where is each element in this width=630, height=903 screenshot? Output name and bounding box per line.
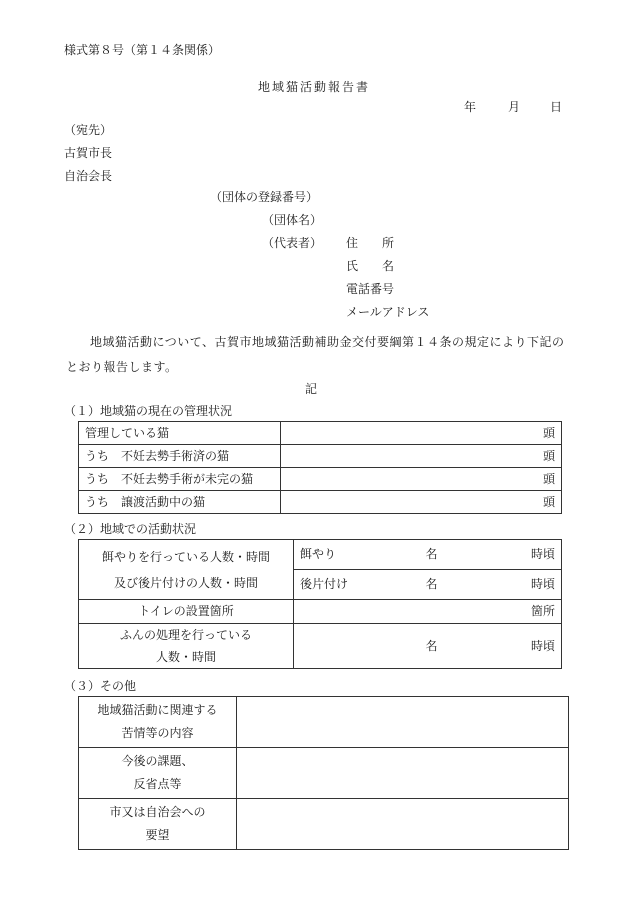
table-row [79,624,562,669]
group-name-label: （団体名） [262,213,323,227]
date-year: 年 [464,100,477,114]
other-label-line2: 要望 [145,828,170,842]
section1-heading: （１）地域猫の現在の管理状況 [64,404,233,418]
other-table [78,696,569,850]
table-row [79,445,562,468]
feeding-label-cell [79,540,294,600]
ki-label: 記 [305,382,318,396]
row-label: うち 譲渡活動中の猫 [79,491,281,514]
other-label-line2: 反省点等 [133,777,182,791]
feeding-label-line1: 餌やりを行っている人数・時間 [101,549,270,564]
cleanup-label: 後片付け [300,577,349,592]
toilet-unit[interactable]: 箇所 [294,600,562,624]
row-label: うち 不妊去勢手術が未完の猫 [79,468,281,491]
addressee-chief: 自治会長 [64,169,113,183]
feeding-cell[interactable] [294,540,562,570]
cleanup-time-unit: 時頃 [530,577,555,592]
table-row [79,422,562,445]
other-label-line2: 苦情等の内容 [121,726,194,740]
unit-cell[interactable]: 頭 [281,468,562,491]
other-label-cell [79,799,237,850]
section3-heading: （３）その他 [64,679,137,693]
other-input-cell[interactable] [237,748,569,799]
other-label-line1: 地域猫活動に関連する [97,703,218,717]
form-number: 様式第８号（第１４条関係） [64,43,221,57]
unit-cell[interactable]: 頭 [281,422,562,445]
date-day: 日 [550,100,563,114]
address-label: 住 所 [346,236,395,250]
body-text: 地域猫活動について、古賀市地域猫活動補助金交付要綱第１４条の規定により下記のとおり報告します。 [66,335,565,374]
addressee-mayor: 古賀市長 [64,146,113,160]
feeding-time-unit: 時頃 [530,547,555,562]
name-label: 氏 名 [346,259,395,273]
table-row [79,540,562,570]
unit-cell[interactable]: 頭 [281,445,562,468]
cleanup-cell[interactable] [294,570,562,600]
date-month: 月 [508,100,521,114]
row-label: うち 不妊去勢手術済の猫 [79,445,281,468]
page-title: 地域猫活動報告書 [258,80,371,94]
row-label: 管理している猫 [79,422,281,445]
waste-time-unit: 時頃 [530,638,555,653]
other-label-cell [79,697,237,748]
table-row [79,468,562,491]
unit-cell[interactable]: 頭 [281,491,562,514]
table-row [79,697,569,748]
table-row [79,799,569,850]
waste-label-line2: 人数・時間 [155,650,216,664]
management-table [78,421,562,514]
email-label: メールアドレス [346,305,430,319]
representative-label: （代表者） [262,236,323,250]
toilet-label: トイレの設置箇所 [79,600,294,624]
table-row [79,600,562,624]
table-row [79,491,562,514]
other-label-line1: 市又は自治会への [109,805,206,819]
waste-label-cell [79,624,294,669]
body-paragraph [66,330,566,380]
section2-heading: （２）地域での活動状況 [64,522,197,536]
other-input-cell[interactable] [237,697,569,748]
feeding-people-unit: 名 [425,547,438,562]
waste-cell[interactable] [294,624,562,669]
other-input-cell[interactable] [237,799,569,850]
waste-people-unit: 名 [425,638,438,653]
feeding-label: 餌やり [300,547,337,562]
waste-label-line1: ふんの処理を行っている [119,628,252,642]
activity-table [78,539,562,669]
table-row [79,748,569,799]
addressee-label: （宛先） [64,123,113,137]
cleanup-people-unit: 名 [425,577,438,592]
other-label-line1: 今後の課題、 [121,754,194,768]
feeding-label-line2: 及び後片付けの人数・時間 [113,575,258,590]
other-label-cell [79,748,237,799]
registration-number-label: （団体の登録番号） [210,190,319,204]
phone-label: 電話番号 [346,282,395,296]
